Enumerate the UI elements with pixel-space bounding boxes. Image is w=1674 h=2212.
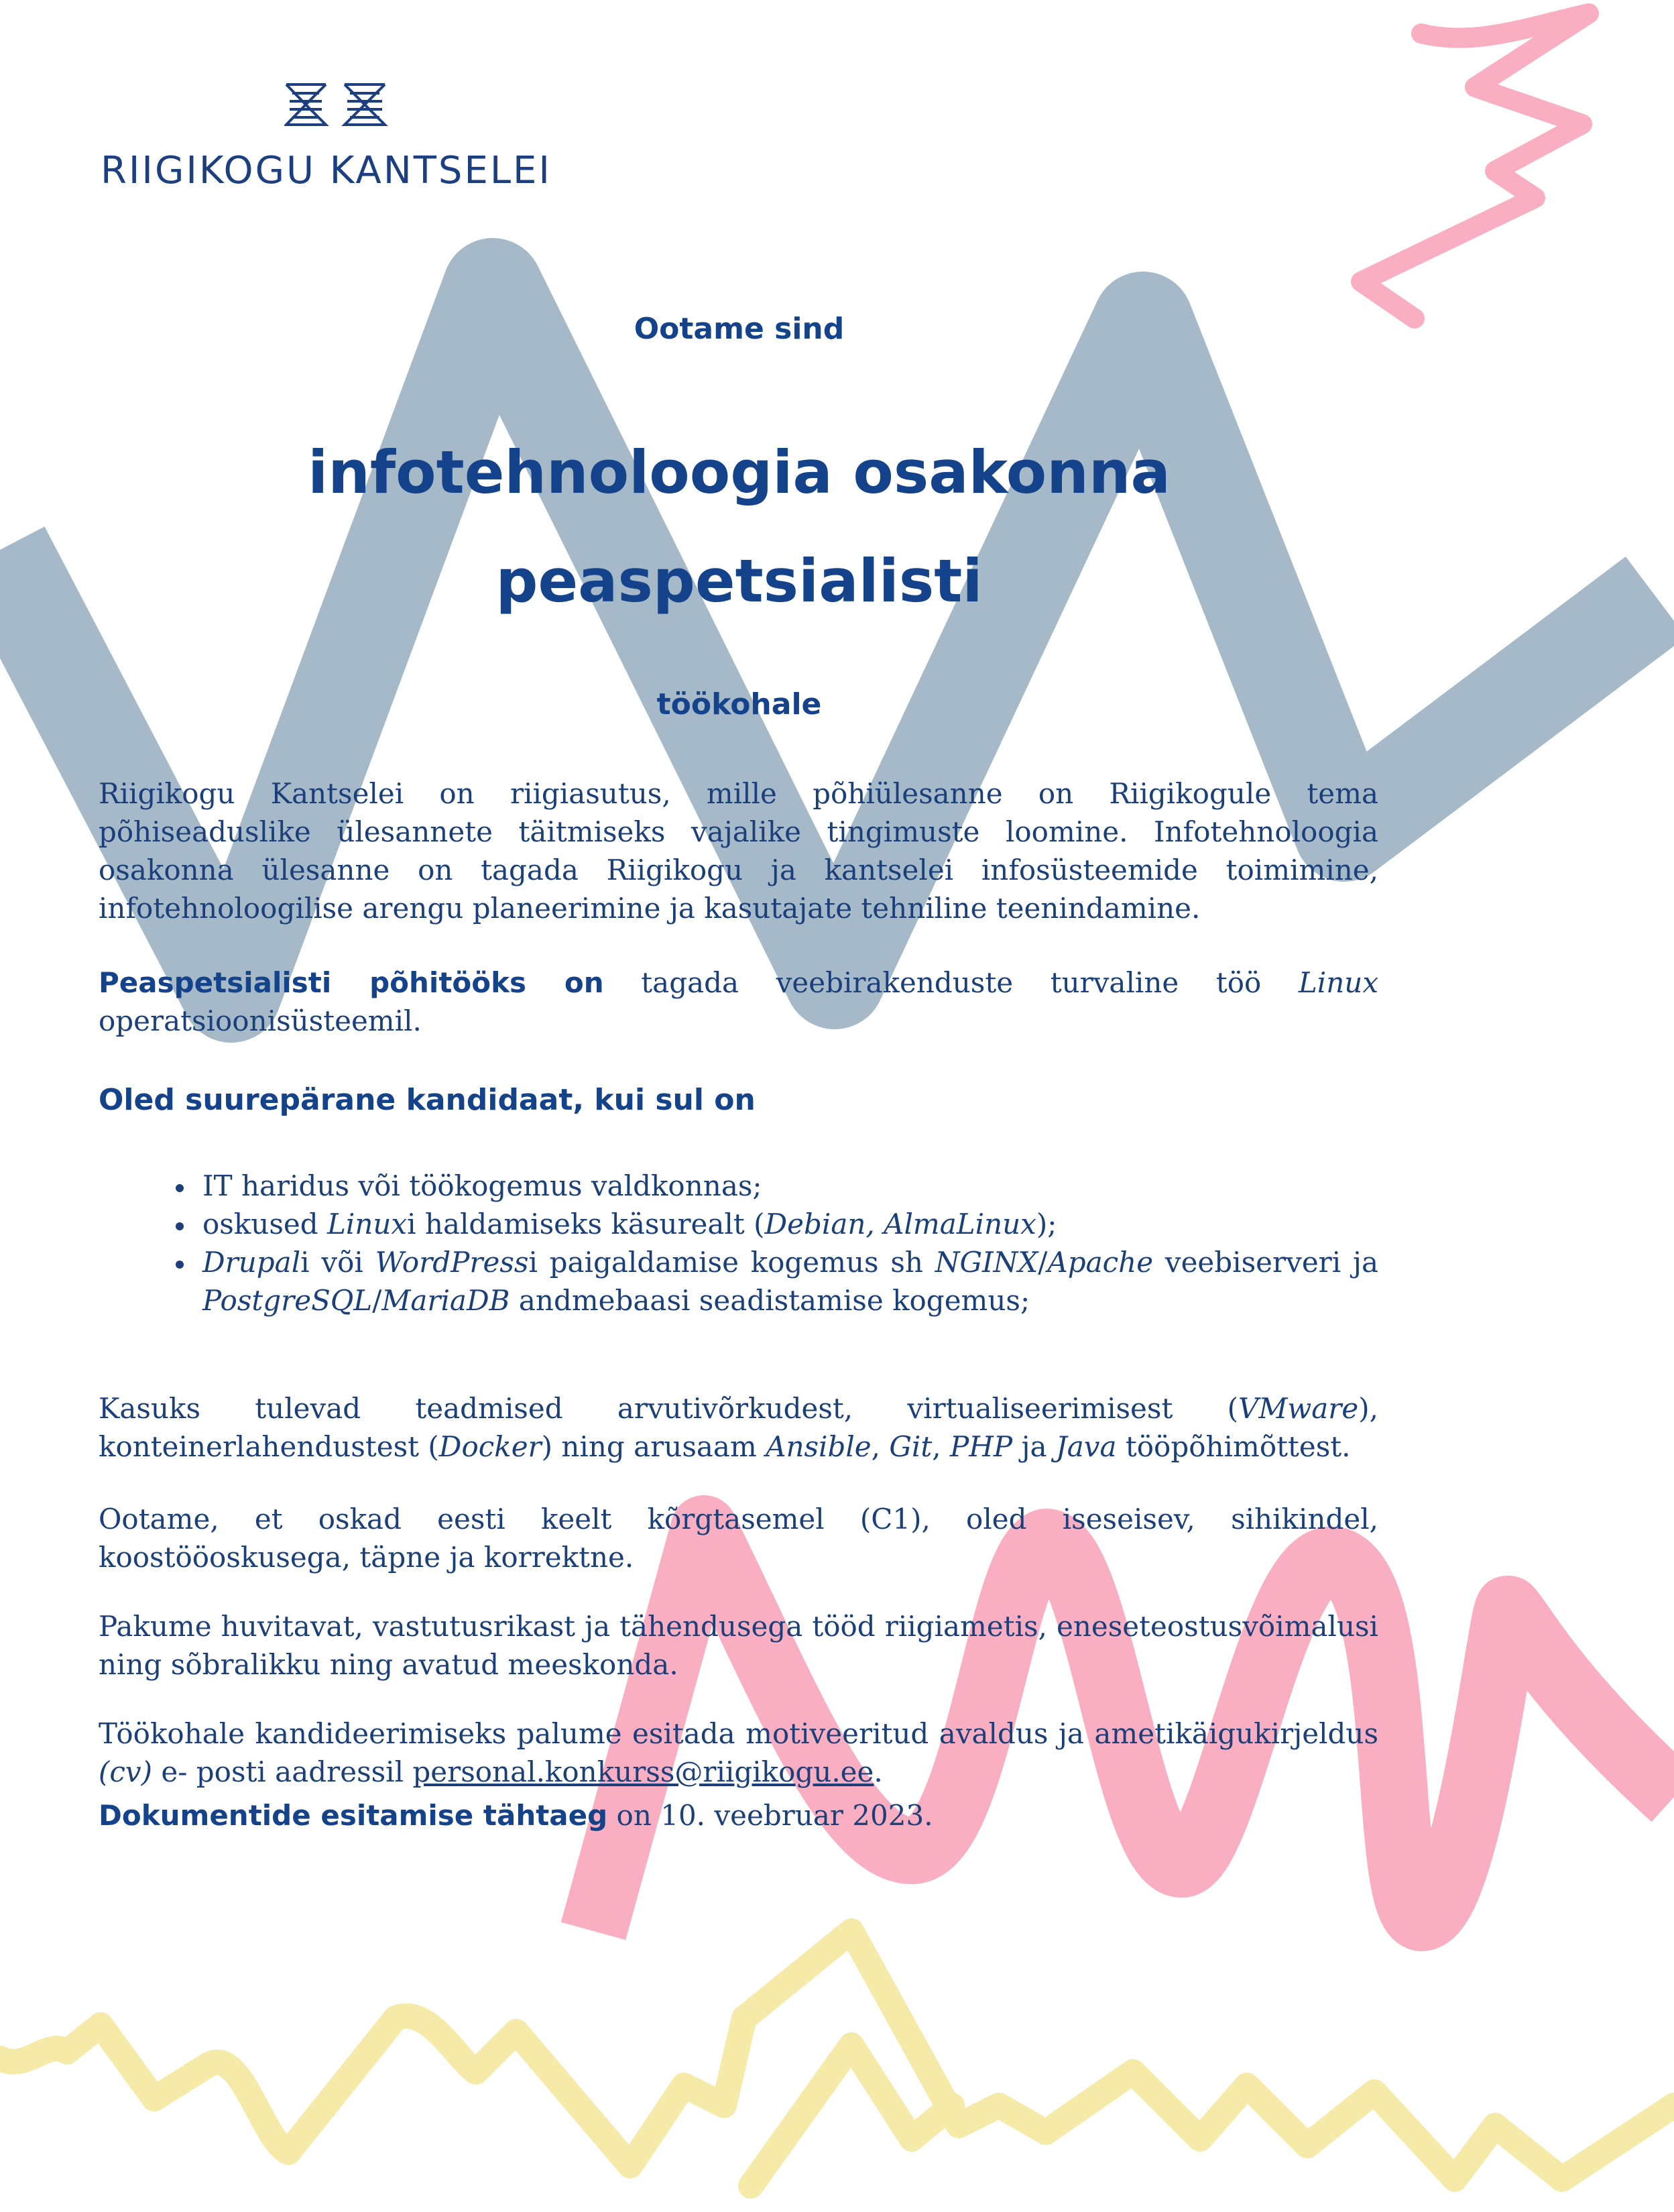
- deadline-date: on 10. veebruar 2023.: [607, 1799, 933, 1832]
- bullet-icon: [176, 1222, 184, 1230]
- apply-paragraph: Töökohale kandideerimiseks palume esitada motiveeritud avaldus ja ametikäigukirjeldus (cv) e- posti aadressil personal.konkurss@riigikogu.ee.: [99, 1717, 1378, 1788]
- duty-paragraph: [99, 964, 1378, 1040]
- org-name: RIIGIKOGU KANTSELEI: [101, 149, 552, 192]
- duty-os: Linux: [1298, 966, 1379, 999]
- deadline-lead: Dokumentide esitamise tähtaeg: [99, 1799, 608, 1832]
- requirements-list: [176, 1167, 1378, 1320]
- offer-paragraph: Pakume huvitavat, vastutusrikast ja tähendusega tööd riigiametis, eneseteostusvõimalusi ning sõbralikku ning avatud meeskonda.: [99, 1610, 1378, 1681]
- email-link[interactable]: personal.konkurss@riigikogu.ee: [412, 1755, 874, 1788]
- list-item: Drupali või WordPressi paigaldamise kogemus sh NGINX/Apache veebiserveri ja PostgreSQL/MariaDB andmebaasi seadistamise kogemus;: [176, 1243, 1378, 1320]
- expect-paragraph: Ootame, et oskad eesti keelt kõrgtasemel (C1), oled iseseisev, sihikindel, koostööoskusega, täpne ja korrektne.: [99, 1503, 1378, 1574]
- duty-lead: Peaspetsialisti põhitööks on: [99, 966, 604, 999]
- requirements-heading: Oled suurepärane kandidaat, kui sul on: [99, 1083, 756, 1117]
- duty-text: tagada veebirakenduste turvaline töö: [641, 966, 1262, 999]
- pink-zigzag-top: [1361, 13, 1589, 318]
- list-item: oskused Linuxi haldamiseks käsurealt (Debian, AlmaLinux);: [176, 1205, 1378, 1243]
- job-title-line2: peaspetsialisti: [495, 546, 983, 616]
- riigikogu-logo-icon: [284, 81, 388, 128]
- intro-paragraph: Riigikogu Kantselei on riigiasutus, mille põhiülesanne on Riigikogule tema põhiseaduslike ülesannete täitmiseks vajalike tingimuste loomine. Infotehnoloogia osakonna ülesanne on tagada Riigikogu ja kantselei infosüsteemide toimimine, infotehnoloogilise arengu planeerimine ja kasutajate tehniline teenindamine.: [99, 777, 1378, 925]
- kicker: Ootame sind: [634, 312, 845, 346]
- subkicker: töökohale: [656, 687, 822, 721]
- job-title-line1: infotehnoloogia osakonna: [308, 438, 1171, 507]
- bonus-paragraph: Kasuks tulevad teadmised arvutivõrkudest, virtualiseerimisest (VMware), konteinerlahendustest (Docker) ning arusaam Ansible, Git, PHP ja Java tööpõhimõttest.: [99, 1392, 1378, 1463]
- duty-rest: operatsioonisüsteemil.: [99, 1004, 422, 1037]
- bullet-icon: [176, 1261, 184, 1269]
- deadline: [99, 1799, 933, 1832]
- list-item: IT haridus või töökogemus valdkonnas;: [176, 1167, 1378, 1205]
- bullet-icon: [176, 1184, 184, 1192]
